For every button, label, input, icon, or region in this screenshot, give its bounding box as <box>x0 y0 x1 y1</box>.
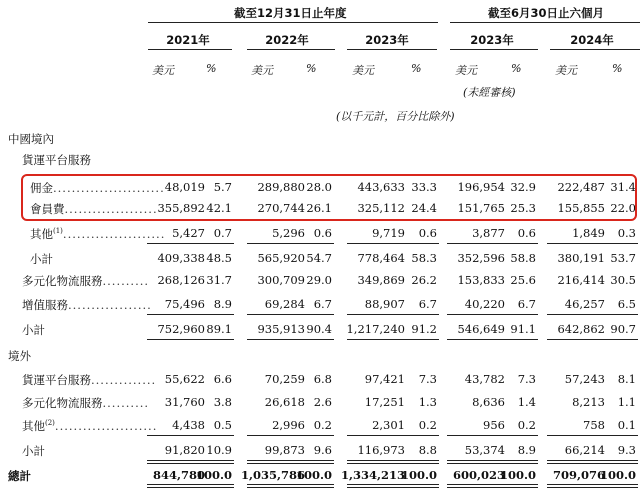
period-full-rule <box>148 22 438 23</box>
subtotal-rule <box>247 463 334 464</box>
percent-cell: 58.8 <box>510 251 536 265</box>
amount-cell: 268,126 <box>157 273 205 287</box>
row-label: 貨運平台服務.............. <box>22 373 157 387</box>
percent-cell: 42.1 <box>206 201 232 215</box>
amount-cell: 116,973 <box>357 443 405 457</box>
amount-cell: 380,191 <box>557 251 605 265</box>
amount-cell: 70,259 <box>264 372 305 386</box>
subtotal-rule <box>247 339 334 340</box>
percent-cell: 26.1 <box>306 201 332 215</box>
percent-cell: 6.7 <box>313 297 332 311</box>
amount-cell: 300,709 <box>257 273 305 287</box>
amount-cell: 46,257 <box>564 297 605 311</box>
leader-dots: ...................... <box>54 419 158 433</box>
percent-cell: 100.0 <box>499 468 536 482</box>
year-header-2023-h1: 2023年 <box>470 33 514 47</box>
total-double-rule <box>247 484 334 488</box>
highlight-box <box>21 174 637 221</box>
amount-cell: 270,744 <box>257 201 305 215</box>
year-header-2024-h1: 2024年 <box>570 33 614 47</box>
amount-cell: 155,855 <box>557 201 605 215</box>
subtotal-rule <box>347 460 439 461</box>
amount-cell: 69,284 <box>264 297 305 311</box>
subtotal-rule <box>447 243 538 244</box>
amount-cell: 8,213 <box>572 395 605 409</box>
unit-usd-label: 美元 <box>352 64 374 77</box>
leader-dots: .................... <box>64 202 158 216</box>
period-half-rule <box>450 22 640 23</box>
section-freight: 貨運平台服務 <box>22 153 91 167</box>
year-rule <box>347 49 437 50</box>
unit-pct-label: % <box>612 62 623 75</box>
percent-cell: 26.2 <box>411 273 437 287</box>
period-half-title: 截至6月30日止六個月 <box>488 6 605 20</box>
percent-cell: 8.8 <box>418 443 437 457</box>
row-label: 總計 <box>8 469 31 483</box>
amount-cell: 222,487 <box>557 180 605 194</box>
amount-cell: 546,649 <box>457 322 505 336</box>
footnote-marker: (2) <box>45 419 55 428</box>
percent-cell: 32.9 <box>510 180 536 194</box>
percent-cell: 25.3 <box>510 201 536 215</box>
subtotal-rule <box>447 314 538 315</box>
percent-cell: 0.5 <box>213 418 232 432</box>
subtotal-rule <box>147 463 234 464</box>
amount-cell: 75,496 <box>164 297 205 311</box>
percent-cell: 25.6 <box>510 273 536 287</box>
amount-cell: 40,220 <box>464 297 505 311</box>
percent-cell: 0.6 <box>313 226 332 240</box>
amount-cell: 88,907 <box>364 297 405 311</box>
amount-cell: 2,996 <box>272 418 305 432</box>
amount-cell: 8,636 <box>472 395 505 409</box>
section-domestic: 中國境內 <box>8 132 54 146</box>
amount-cell: 43,782 <box>464 372 505 386</box>
subtotal-rule <box>347 243 439 244</box>
subtotal-rule <box>347 463 439 464</box>
percent-cell: 91.2 <box>411 322 437 336</box>
leader-dots: .................. <box>68 298 152 312</box>
percent-cell: 0.1 <box>617 418 636 432</box>
table-row <box>0 251 640 269</box>
unit-usd-label: 美元 <box>555 64 577 77</box>
amount-cell: 355,892 <box>157 201 205 215</box>
percent-cell: 0.3 <box>617 226 636 240</box>
unit-usd-label: 美元 <box>251 64 273 77</box>
row-label: 其他$^{(2)}$...................... <box>22 419 158 433</box>
percent-cell: 3.8 <box>213 395 232 409</box>
percent-cell: 1.3 <box>418 395 437 409</box>
table-row <box>0 273 640 291</box>
amount-cell: 409,338 <box>157 251 205 265</box>
table-row <box>0 372 640 390</box>
amount-cell: 99,873 <box>264 443 305 457</box>
table-row <box>0 226 640 244</box>
percent-cell: 31.7 <box>206 273 232 287</box>
row-label: 增值服務.................. <box>22 298 152 312</box>
percent-cell: 48.5 <box>206 251 232 265</box>
percent-cell: 0.2 <box>517 418 536 432</box>
table-row <box>0 443 640 461</box>
amount-cell: 57,243 <box>564 372 605 386</box>
percent-cell: 90.7 <box>610 322 636 336</box>
unit-pct-label: % <box>206 62 217 75</box>
amount-cell: 48,019 <box>164 180 205 194</box>
amount-cell: 844,780 <box>152 468 205 482</box>
subtotal-rule <box>447 463 538 464</box>
amount-cell: 66,214 <box>564 443 605 457</box>
subtotal-rule <box>447 460 538 461</box>
amount-cell: 216,414 <box>557 273 605 287</box>
subtotal-rule <box>247 314 334 315</box>
table-row <box>0 322 640 340</box>
amount-cell: 1,334,213 <box>340 468 405 482</box>
unit-usd-label: 美元 <box>152 64 174 77</box>
row-label: 多元化物流服務.......... <box>22 396 150 410</box>
subtotal-rule <box>547 435 638 436</box>
row-label: 小計 <box>30 252 53 266</box>
total-double-rule <box>347 484 439 488</box>
percent-cell: 58.3 <box>411 251 437 265</box>
percent-cell: 31.4 <box>610 180 636 194</box>
percent-cell: 6.8 <box>313 372 332 386</box>
subtotal-rule <box>547 339 638 340</box>
percent-cell: 91.1 <box>510 322 536 336</box>
table-row <box>0 297 640 315</box>
subtotal-rule <box>447 339 538 340</box>
year-header-2022: 2022年 <box>265 33 309 47</box>
year-header-2021: 2021年 <box>166 33 210 47</box>
percent-cell: 100.0 <box>195 468 232 482</box>
table-row <box>0 418 640 436</box>
amount-cell: 91,820 <box>164 443 205 457</box>
leader-dots: ...................... <box>62 227 166 241</box>
amount-cell: 349,869 <box>357 273 405 287</box>
amount-cell: 1,849 <box>572 226 605 240</box>
percent-cell: 0.2 <box>313 418 332 432</box>
percent-cell: 2.6 <box>313 395 332 409</box>
subtotal-rule <box>347 435 439 436</box>
percent-cell: 90.4 <box>306 322 332 336</box>
amount-cell: 1,217,240 <box>346 322 405 336</box>
row-label: 會員費.................... <box>30 202 158 216</box>
leader-dots: ........................ <box>53 181 165 195</box>
amount-cell: 3,877 <box>472 226 505 240</box>
amount-cell: 325,112 <box>357 201 405 215</box>
subtotal-rule <box>347 339 439 340</box>
amount-cell: 443,633 <box>357 180 405 194</box>
unit-pct-label: % <box>511 62 522 75</box>
unit-note: (以千元計，百分比除外) <box>336 110 455 123</box>
percent-cell: 9.3 <box>617 443 636 457</box>
year-rule <box>148 49 232 50</box>
percent-cell: 100.0 <box>400 468 437 482</box>
percent-cell: 10.9 <box>206 443 232 457</box>
amount-cell: 752,960 <box>157 322 205 336</box>
amount-cell: 1,035,786 <box>240 468 305 482</box>
subtotal-rule <box>547 460 638 461</box>
year-rule <box>550 49 640 50</box>
amount-cell: 2,301 <box>372 418 405 432</box>
percent-cell: 100.0 <box>295 468 332 482</box>
subtotal-rule <box>447 435 538 436</box>
section-overseas: 境外 <box>8 349 31 363</box>
amount-cell: 26,618 <box>264 395 305 409</box>
year-rule <box>450 49 538 50</box>
amount-cell: 4,438 <box>172 418 205 432</box>
amount-cell: 935,913 <box>257 322 305 336</box>
subtotal-rule <box>347 314 439 315</box>
amount-cell: 5,296 <box>272 226 305 240</box>
amount-cell: 31,760 <box>164 395 205 409</box>
amount-cell: 97,421 <box>364 372 405 386</box>
amount-cell: 778,464 <box>357 251 405 265</box>
unit-pct-label: % <box>411 62 422 75</box>
percent-cell: 0.6 <box>517 226 536 240</box>
footnote-marker: (1) <box>53 227 63 236</box>
subtotal-rule <box>147 460 234 461</box>
amount-cell: 17,251 <box>364 395 405 409</box>
subtotal-rule <box>147 435 234 436</box>
percent-cell: 22.0 <box>610 201 636 215</box>
percent-cell: 6.7 <box>517 297 536 311</box>
total-double-rule <box>547 484 638 488</box>
percent-cell: 7.3 <box>517 372 536 386</box>
row-label: 小計 <box>22 444 45 458</box>
amount-cell: 642,862 <box>557 322 605 336</box>
amount-cell: 758 <box>583 418 605 432</box>
unit-pct-label: % <box>306 62 317 75</box>
percent-cell: 0.7 <box>213 226 232 240</box>
leader-dots: .......... <box>102 274 150 288</box>
percent-cell: 6.7 <box>418 297 437 311</box>
subtotal-rule <box>247 460 334 461</box>
amount-cell: 352,596 <box>457 251 505 265</box>
percent-cell: 6.5 <box>617 297 636 311</box>
amount-cell: 709,076 <box>552 468 605 482</box>
amount-cell: 600,023 <box>452 468 505 482</box>
year-rule <box>247 49 335 50</box>
subtotal-rule <box>547 243 638 244</box>
total-double-rule <box>447 484 538 488</box>
amount-cell: 55,622 <box>164 372 205 386</box>
unit-usd-label: 美元 <box>455 64 477 77</box>
subtotal-rule <box>147 339 234 340</box>
amount-cell: 565,920 <box>257 251 305 265</box>
subtotal-rule <box>247 435 334 436</box>
amount-cell: 956 <box>483 418 505 432</box>
row-label: 其他$^{(1)}$...................... <box>30 227 166 241</box>
percent-cell: 100.0 <box>599 468 636 482</box>
percent-cell: 29.0 <box>306 273 332 287</box>
subtotal-rule <box>147 243 234 244</box>
row-label: 多元化物流服務.......... <box>22 274 150 288</box>
amount-cell: 53,374 <box>464 443 505 457</box>
subtotal-rule <box>547 314 638 315</box>
percent-cell: 33.3 <box>411 180 437 194</box>
row-label: 小計 <box>22 323 45 337</box>
percent-cell: 24.4 <box>411 201 437 215</box>
table-row <box>0 395 640 413</box>
percent-cell: 5.7 <box>213 180 232 194</box>
percent-cell: 0.6 <box>418 226 437 240</box>
total-double-rule <box>147 484 234 488</box>
subtotal-rule <box>247 243 334 244</box>
amount-cell: 9,719 <box>372 226 405 240</box>
subtotal-rule <box>547 463 638 464</box>
row-label: 佣金........................ <box>30 181 165 195</box>
leader-dots: .......... <box>102 396 150 410</box>
percent-cell: 30.5 <box>610 273 636 287</box>
percent-cell: 9.6 <box>313 443 332 457</box>
percent-cell: 8.9 <box>517 443 536 457</box>
percent-cell: 8.9 <box>213 297 232 311</box>
percent-cell: 53.7 <box>610 251 636 265</box>
amount-cell: 289,880 <box>257 180 305 194</box>
leader-dots: .............. <box>91 373 157 387</box>
period-full-title: 截至12月31日止年度 <box>234 6 347 20</box>
amount-cell: 196,954 <box>457 180 505 194</box>
percent-cell: 1.1 <box>617 395 636 409</box>
percent-cell: 7.3 <box>418 372 437 386</box>
percent-cell: 8.1 <box>617 372 636 386</box>
percent-cell: 1.4 <box>517 395 536 409</box>
percent-cell: 6.6 <box>213 372 232 386</box>
year-header-2023: 2023年 <box>365 33 409 47</box>
percent-cell: 28.0 <box>306 180 332 194</box>
amount-cell: 5,427 <box>172 226 205 240</box>
percent-cell: 89.1 <box>206 322 232 336</box>
amount-cell: 151,765 <box>457 201 505 215</box>
amount-cell: 153,833 <box>457 273 505 287</box>
subtotal-rule <box>147 314 234 315</box>
unaudited-note: (未經審核) <box>463 86 516 99</box>
percent-cell: 54.7 <box>306 251 332 265</box>
percent-cell: 0.2 <box>418 418 437 432</box>
